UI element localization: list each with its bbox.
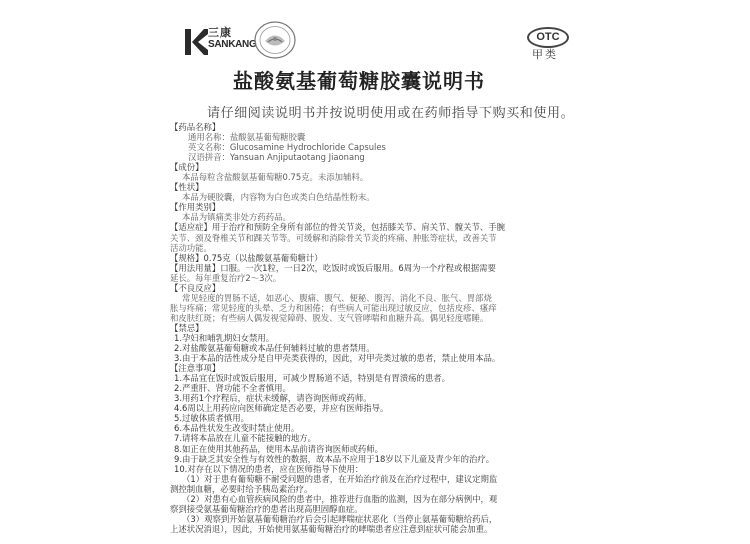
section-heading-adverse-reactions: 【不良反应】: [170, 282, 221, 293]
precaution-subitem: 测控制血糖，必要时给予胰岛素治疗。: [170, 483, 313, 494]
english-name: 英文名称：Glucosamine Hydrochloride Capsules: [188, 142, 386, 153]
precaution-subitem: （2）对患有心血管疾病风险的患者中，推荐进行血脂的监测，因为在部分病例中，观: [182, 493, 498, 504]
specification-text: 【规格】0.75克（以盐酸氨基葡萄糖计）: [170, 252, 323, 263]
category-text: 本品为镇痛类非处方药药品。: [182, 212, 291, 223]
precaution-item: 10.对存在以下情况的患者，应在医师指导下使用：: [174, 463, 364, 474]
precaution-item: 6.本品性状发生改变时禁止使用。: [174, 423, 300, 434]
section-heading-precautions: 【注意事项】: [170, 363, 221, 374]
logo-chinese-name: 三康: [208, 26, 232, 39]
document-title: 盐酸氨基葡萄糖胶囊说明书: [233, 69, 485, 93]
contraindication-item: 2.对盐酸氨基葡萄糖或本品任何辅料过敏的患者禁用。: [174, 343, 375, 354]
precaution-item: 1.本品宜在饭时或饭后服用，可减少胃肠道不适，特别是有胃溃疡的患者。: [174, 373, 450, 384]
adverse-reactions-text: 和皮肤红斑；有些病人偶发视觉障碍、脱发、支气管哮喘和血糖升高。偶见轻度嗜睡。: [170, 312, 489, 323]
precaution-item: 8.如正在使用其他药品，使用本品前请咨询医师或药师。: [174, 443, 383, 454]
pinyin-name: 汉语拼音：Yansuan Anjiputaotang Jiaonang: [188, 152, 365, 163]
section-heading-category: 【作用类别】: [170, 202, 221, 213]
precaution-subitem: 上述状况消退），因此，开始使用氨基葡萄糖治疗的哮喘患者应注意到症状可能会加重。: [170, 523, 493, 534]
otc-class-label: 甲类: [532, 48, 558, 61]
ingredients-text: 本品每粒含盐酸氨基葡萄糖0.75克。未添加辅料。: [182, 172, 369, 183]
dosage-text: 延长。每年重复治疗2～3次。: [170, 272, 282, 283]
precaution-item: 7.请将本品放在儿童不能接触的地方。: [174, 433, 316, 444]
precaution-item: 2.严重肝、肾功能不全者慎用。: [174, 383, 291, 394]
section-heading-ingredients: 【成份】: [170, 162, 204, 173]
generic-name: 通用名称：盐酸氨基葡萄糖胶囊: [188, 132, 306, 143]
precaution-item: 3.用药1个疗程后，症状未缓解，请咨询医师或药师。: [174, 393, 372, 404]
adverse-reactions-text: 常见轻度的胃肠不适，如恶心、腹痛、腹气、便秘、腹泻、消化不良、胀气、胃部烧: [182, 292, 492, 303]
otc-badge: OTC: [527, 27, 569, 48]
precaution-item: 5.过敏体质者慎用。: [174, 413, 249, 424]
precaution-item: 4.6周以上用药应向医师确定是否必要，并应有医师指导。: [174, 403, 389, 414]
k-logo-icon: [184, 28, 208, 56]
otc-seal-icon: [253, 20, 297, 60]
usage-notice: 请仔细阅读说明书并按说明使用或在药师指导下购买和使用。: [207, 106, 575, 121]
section-heading-drug-name: 【药品名称】: [170, 122, 221, 132]
section-heading-contraindications: 【禁忌】: [170, 322, 204, 333]
sankang-logo: [184, 22, 257, 58]
indications-text: 【适应症】用于治疗和预防全身所有部位的骨关节炎，包括膝关节、肩关节、髋关节、手腕: [170, 222, 505, 233]
dosage-text: 【用法用量】口服。一次1粒，一日2次，吃饭时或饭后服用。6周为一个疗程或根据需要: [170, 262, 496, 273]
adverse-reactions-text: 胀与疼痛；常见轻度的头晕、乏力和困倦；有些病人可能出现过敏反应，包括皮疹、瘙痒: [170, 302, 497, 313]
instructions-body: [170, 122, 580, 534]
precaution-subitem: 察到接受氨基葡萄糖治疗的患者出现高胆固醇血症。: [170, 503, 363, 514]
precaution-subitem: （3）观察到开始氨基葡萄糖治疗后会引起哮喘症状恶化（当停止氨基葡萄糖给药后，: [182, 513, 498, 524]
precaution-subitem: （1）对于患有葡萄糖不耐受问题的患者，在开始治疗前及在治疗过程中，建议定期监: [182, 473, 498, 484]
section-heading-appearance: 【性状】: [170, 182, 204, 193]
indications-text: 关节、颈及脊椎关节和踝关节等。可缓解和消除骨关节炎的疼痛、肿胀等症状，改善关节: [170, 232, 497, 243]
contraindication-item: 1.孕妇和哺乳期妇女禁用。: [174, 332, 275, 343]
logo-english-name: SANKANG: [208, 39, 257, 50]
indications-text: 活动功能。: [170, 242, 212, 253]
precaution-item: 9.由于缺乏其安全性与有效性的数据，故本品不应用于18岁以下儿童及青少年的治疗。: [174, 453, 495, 464]
appearance-text: 本品为硬胶囊，内容物为白色或类白色结晶性粉末。: [182, 192, 375, 203]
contraindication-item: 3.由于本品的活性成分是自甲壳类获得的，因此，对甲壳类过敏的患者，禁止使用本品。: [174, 353, 501, 364]
